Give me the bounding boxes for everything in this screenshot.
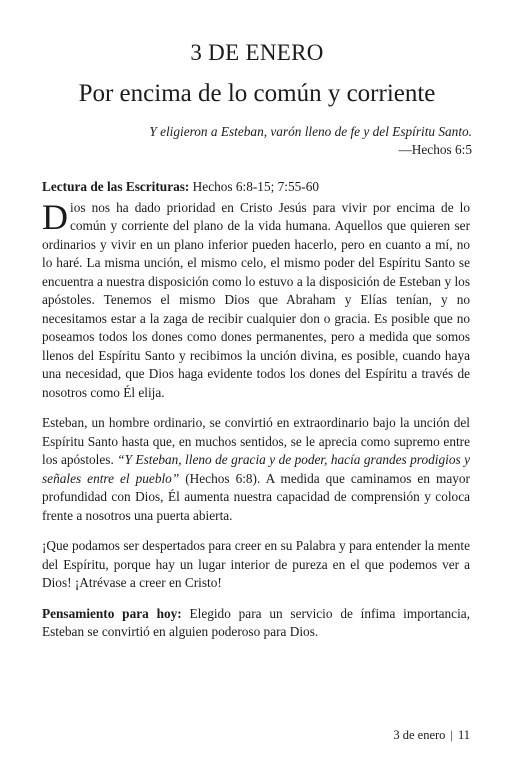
paragraph-2-end: (Hechos 6:8). A medida que caminamos en mayor profundidad con Dios, Él aumenta nuestra capacidad de comprensión y coloca frente a nosotros una puerta abierta. [42, 470, 470, 523]
paragraph-3: ¡Que podamos ser despertados para creer en su Palabra y para entender la mente del Espíritu, porque hay un lugar interior de pureza en el que podemos ver a Dios! ¡Atrévase a creer en Cristo! [42, 538, 470, 590]
paragraph-2-quote: “Y Esteban, lleno de gracia y de poder, hacía grandes prodigios y señales entre el pueblo” [42, 452, 470, 486]
epigraph [32, 123, 472, 159]
thought-label: Pensamiento para hoy: [42, 605, 182, 621]
paragraph-2 [42, 414, 470, 525]
drop-cap: D [42, 196, 68, 237]
epigraph-reference: —Hechos 6:5 [398, 142, 472, 157]
epigraph-verse: Y eligieron a Esteban, varón lleno de fe y del Espíritu Santo. [149, 124, 472, 139]
running-head: 3 de enero [393, 728, 446, 742]
page-number: 11 [457, 728, 470, 742]
scripture-reading-label: Lectura de las Escrituras: [42, 179, 190, 194]
devotional-title: Por encima de lo común y corriente [78, 80, 436, 107]
thought-for-today [42, 605, 470, 642]
page-footer [393, 728, 470, 743]
paragraph-1 [42, 196, 470, 403]
scripture-reading-refs: Hechos 6:8-15; 7:55-60 [189, 179, 319, 194]
paragraph-1-text: ios nos ha dado prioridad en Cristo Jesús para vivir por encima de lo común y corriente del plano de la vida humana. Aquellos que quieren ser ordinarios y vivir en un plano inferior pueden hacerlo, pero en cuanto a mí, no lo haré. La misma unción, el mismo celo, el mismo poder del Espíritu Santo se encuentra a nuestra disposición como lo estuvo a la disposición de Esteban y los apóstoles. Tenemos el mismo Dios que Abraham y Elías tenían, y no necesitamos estar a la zaga de recibir cualquier don o gracia. Es posible que no poseamos todos los dones como dones permanentes, pero a medida que somos llenos del Espíritu Santo y recibimos la unción divina, es posible, cuando haya una necesidad, que Dios haga evidente todos los dones del Espíritu a través de nosotros como Él elija. [42, 199, 470, 400]
scripture-reading [42, 178, 470, 197]
thought-text: Elegido para un servicio de ínfima importancia, Esteban se convirtió en alguien poderoso para Dios. [42, 605, 471, 639]
body-text [42, 178, 470, 654]
paragraph-2-start: Esteban, un hombre ordinario, se convirtió en extraordinario bajo la unción del Espíritu Santo hasta que, en muchos sentidos, se le aprecia como supremo entre los apóstoles. [42, 415, 470, 467]
footer-separator: | [450, 728, 453, 742]
date-heading: 3 DE ENERO [190, 40, 324, 65]
